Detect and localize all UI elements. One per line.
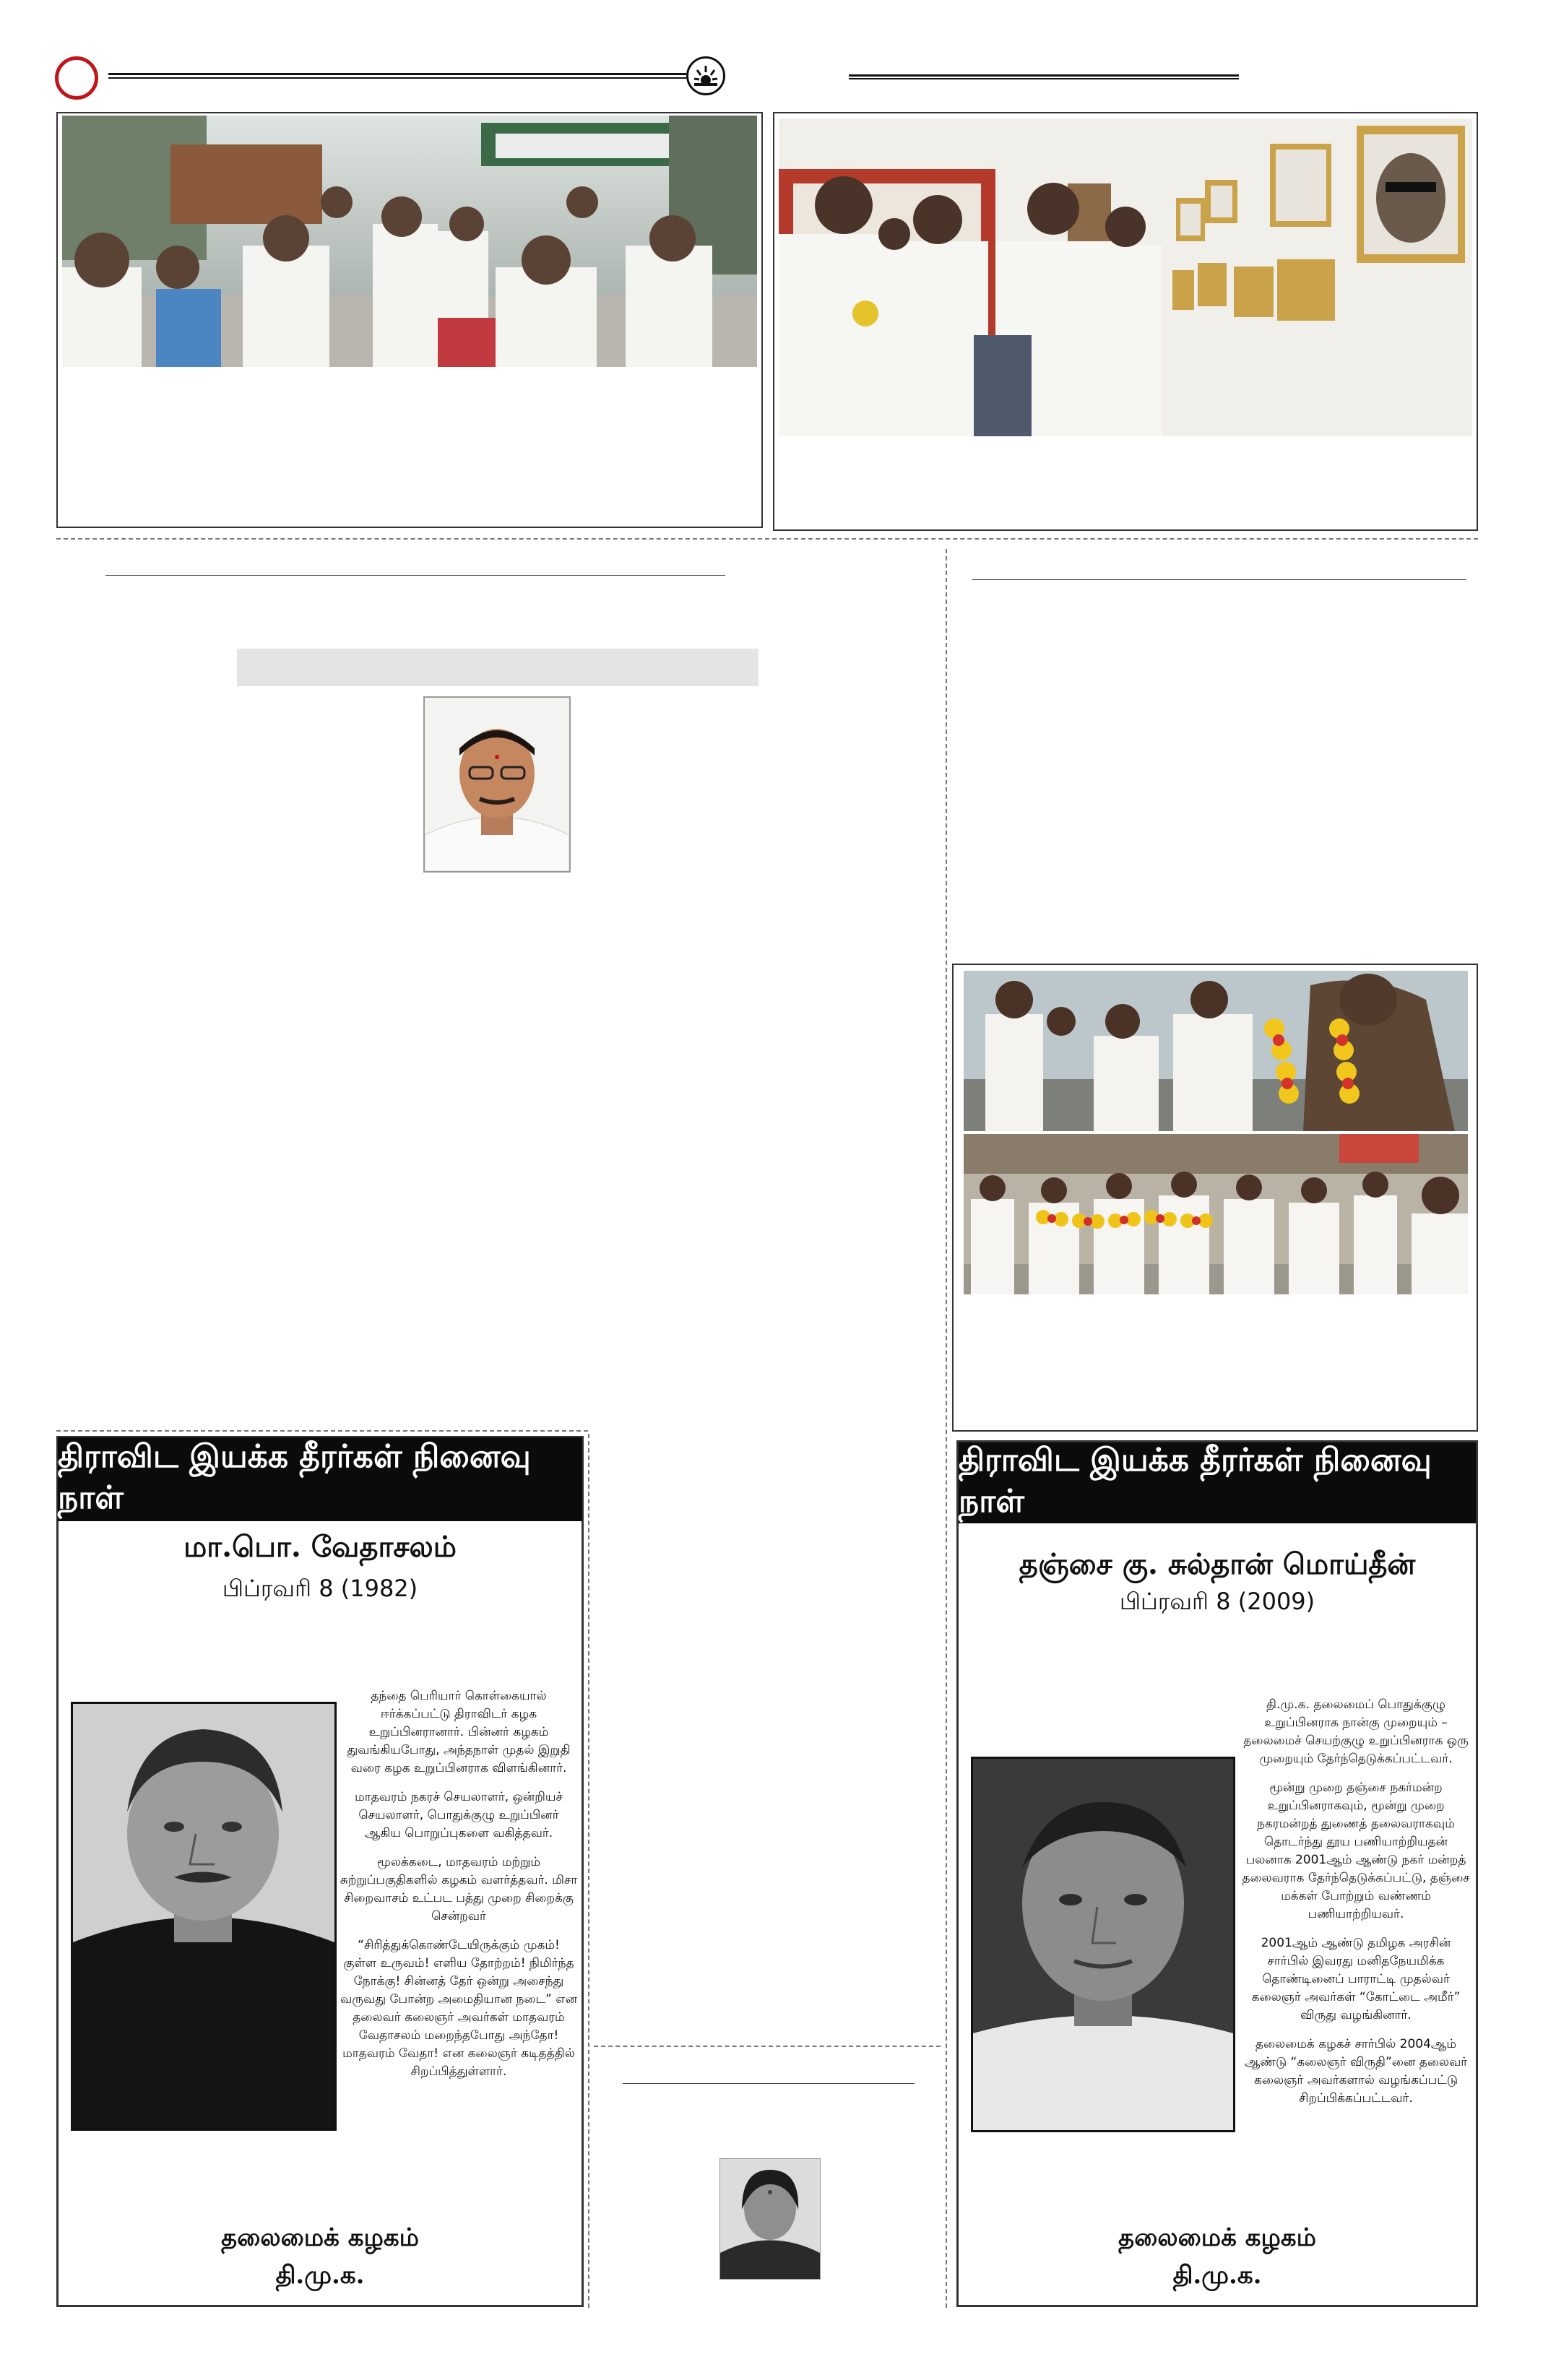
masthead-circle-emblem xyxy=(55,56,98,100)
masthead-right-rule xyxy=(849,74,1239,79)
rising-sun-emblem-icon xyxy=(686,56,725,95)
top-section-divider xyxy=(56,538,1478,540)
memorial-left-dashed-top xyxy=(56,1430,588,1432)
memorial-right-org-line2: தி.மு.க. xyxy=(1172,2261,1262,2290)
memorial-right-bio xyxy=(1240,1696,1472,2119)
memorial-left-org xyxy=(58,2219,582,2294)
memorial-left-org-line2: தி.மு.க. xyxy=(275,2261,365,2290)
memorial-right-bio-paragraph: மூன்று முறை தஞ்சை நகர்மன்ற உறுப்பினராகவும், மூன்று முறை நகரமன்றத் துணைத் தலைவராகவும் தொடர்ந்து தூய பணியாற்றியதன் பலனாக 2001ஆம் ஆண்டு நகர் மன்றத் தலைவராக தேர்ந்தெடுக்கப்பட்டு, தஞ்சை மக்கள் போற்றும் வண்ணம் பணியாற்றியவர். xyxy=(1242,1780,1470,1921)
memorial-left-bio-paragraph: “சிரித்துக்கொண்டேயிருக்கும் முகம்! குள்ள உருவம்! எளிய தோற்றம்! நிமிர்ந்த நோக்கு! சின்னத் தேர் ஒன்று அசைந்து வருவது போன்ற அமைதியான நடை” என தலைவர் கலைஞர் அவர்கள் மாதவரம் வேதாசலம் மறைந்தபோது அந்தோ! மாதவரம் வேதா! என கலைஞர் கடிதத்தில் சிறப்பித்துள்ளார். xyxy=(340,1938,577,2079)
article-title-rule xyxy=(105,575,725,576)
portrait-gallery-visit-photo xyxy=(779,118,1472,436)
memorial-left-bio xyxy=(340,1687,578,2092)
memorial-left-header: திராவிட இயக்க தீரர்கள் நினைவு நாள் xyxy=(58,1437,582,1521)
memorial-right-org-line1: தலைமைக் கழகம் xyxy=(1118,2223,1316,2252)
leader-portrait-photo xyxy=(423,696,571,873)
crowd-gathering-photo xyxy=(62,116,757,367)
memorial-left-name: மா.பொ. வேதாசலம் xyxy=(183,1530,457,1564)
garland-procession-photo xyxy=(964,1134,1468,1294)
memorial-right-header: திராவிட இயக்க தீரர்கள் நினைவு நாள் xyxy=(959,1442,1476,1523)
masthead-double-rule xyxy=(108,73,686,79)
article-caption-bar xyxy=(237,649,758,686)
memorial-left-org-line1: தலைமைக் கழகம் xyxy=(221,2223,419,2252)
memorial-left-bio-paragraph: மாதவரம் நகரச் செயலாளர், ஒன்றியச் செயலாளர், பொதுக்குழு உறுப்பினர் ஆகிய பொறுப்புகளை வகித்தவர். xyxy=(355,1790,563,1840)
memorial-right-org xyxy=(959,2219,1476,2294)
memorial-left-dashed-edge xyxy=(588,1434,589,2308)
memorial-left-date: பிப்ரவரி 8 (1982) xyxy=(222,1575,418,1602)
memorial-right-name: தஞ்சை கு. சுல்தான் மொய்தீன் xyxy=(1019,1547,1416,1581)
memorial-right-date: பிப்ரவரி 8 (2009) xyxy=(1119,1588,1315,1615)
memorial-right-bio-paragraph: தி.மு.க. தலைமைப் பொதுக்குழு உறுப்பினராக நான்கு முறையும் – தலைமைச் செயற்குழு உறுப்பினராக ஒரு முறையும் தேர்ந்தெடுக்கப்பட்டவர். xyxy=(1243,1697,1469,1766)
memorial-right-bio-paragraph: 2001ஆம் ஆண்டு தமிழக அரசின் சார்பில் இவரது மனிதநேயமிக்க தொண்டினைப் பாராட்டி முதல்வர் கலைஞர் அவர்கள் “கோட்டை அமீர்” விருது வழங்கினார். xyxy=(1251,1936,1461,2022)
woman-portrait-photo xyxy=(719,2158,821,2280)
memorial-left-portrait xyxy=(71,1702,337,2131)
column-divider-right xyxy=(946,549,947,2308)
memorial-left-bio-paragraph: மூலக்கடை, மாதவரம் மற்றும் சுற்றுப்பகுதிகளில் கழகம் வளர்த்தவர். மிசா சிறைவாசம் உட்பட பத்து முறை சிறைக்கு சென்றவர் xyxy=(340,1855,578,1924)
memorial-right-portrait xyxy=(971,1757,1235,2132)
memorial-left-bio-paragraph: தந்தை பெரியார் கொள்கையால் ஈர்க்கப்பட்டு திராவிடர் கழக உறுப்பினரானார். பின்னர் கழகம் துவங்கியபோது, அந்தநாள் முதல் இறுதி வரை கழக உறுப்பினராக விளங்கினார். xyxy=(347,1689,571,1775)
statue-garlanding-photo xyxy=(964,971,1468,1131)
center-bottom-divider xyxy=(594,2046,941,2047)
center-bottom-title-rule xyxy=(623,2083,915,2084)
right-article-title-rule xyxy=(972,579,1466,580)
memorial-right-bio-paragraph: தலைமைக் கழகச் சார்பில் 2004ஆம் ஆண்டு “கலைஞர் விருதி”னை தலைவர் கலைஞர் அவர்களால் வழங்கப்பட்டு சிறப்பிக்கப்பட்டவர். xyxy=(1244,2037,1468,2106)
